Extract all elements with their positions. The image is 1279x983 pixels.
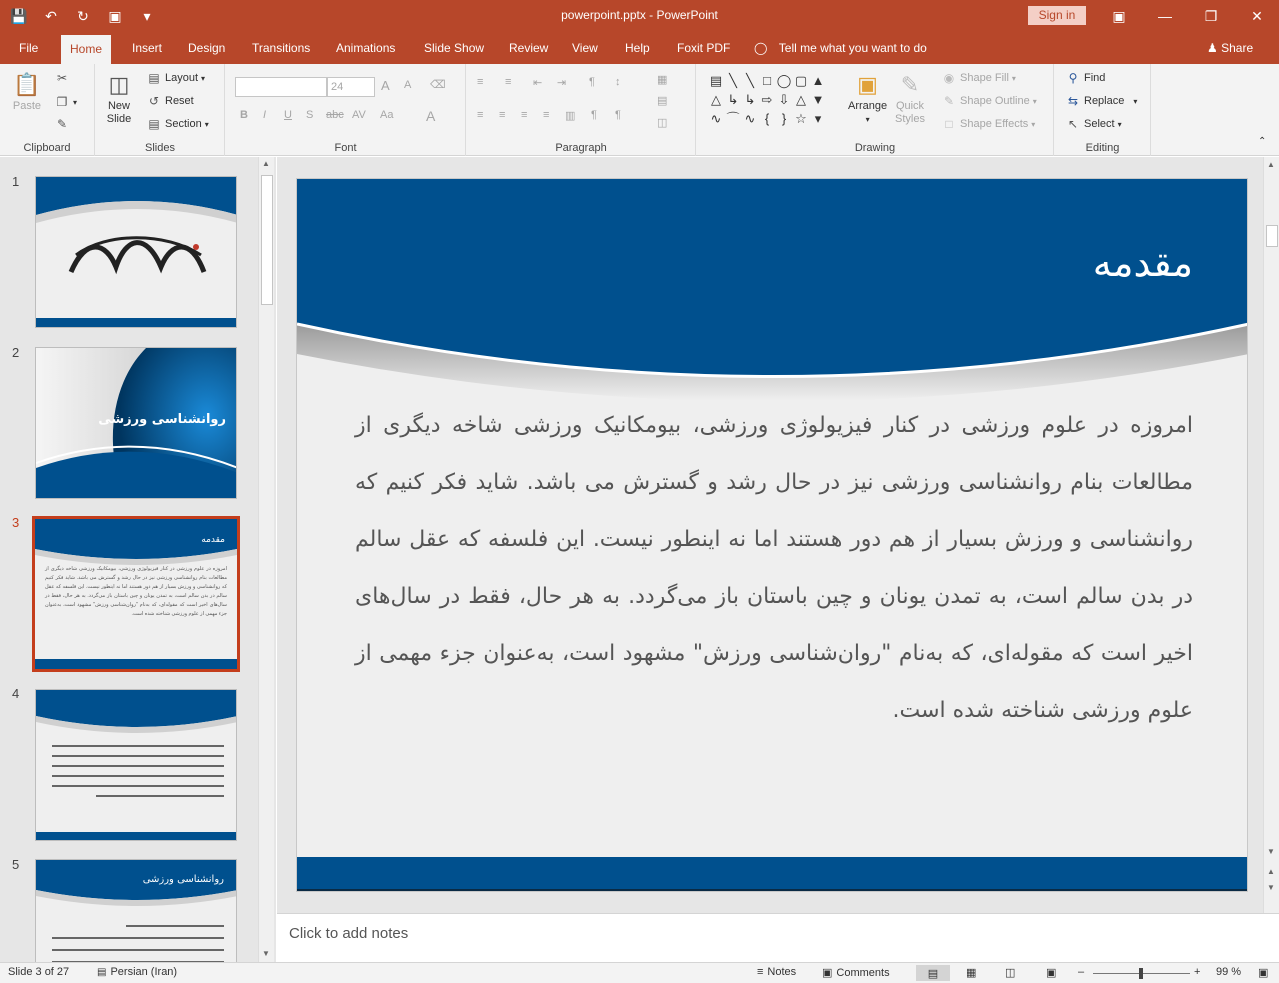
ribbon-display-options-icon[interactable]: ▣ [1112,8,1126,24]
drawing-group: Drawing [697,64,1054,156]
slide-number: 2 [12,345,20,360]
cut-button[interactable] [54,70,70,86]
line-shape-icon[interactable]: ╲ [729,73,737,88]
font-size-combo[interactable]: 24 [327,77,375,97]
font-color-button[interactable]: A [426,108,436,124]
tab-help[interactable]: Help [625,41,650,55]
brace-shape-icon[interactable]: { [764,111,770,126]
increase-indent-icon[interactable]: ⇥ [557,77,567,89]
character-spacing-icon[interactable]: AV [352,109,366,121]
zoom-out-button[interactable] [1078,966,1084,978]
shape-outline-button[interactable]: ✎ Shape Outline ▾ [941,93,1037,109]
thumbnails-scrollbar[interactable] [258,157,274,962]
shapes-gallery[interactable] [708,72,828,134]
italic-button[interactable]: I [263,109,267,121]
normal-view-button[interactable] [916,965,950,981]
slide-thumbnail-1[interactable] [35,176,237,328]
quick-styles-icon: ✎ [900,72,920,97]
triangle-shape-icon[interactable]: △ [711,92,721,107]
thumbnail-body: امروزه در علوم ورزشی در کنار فیزیولوژی ورزشی، بیومکانیک ورزشی شاخه دیگری از مطالعات بنام روانشناسی ورزشی نیز در حال رشد و گسترش می باشد. شاید فکر کنیم که روانشناسی و ورزش بسیار از هم دور هستند اما نه اینطور نیست. این فلسفه که عقل سالم در بدن سالم است، به تمدن یونان و چین باستان باز می‌گردد. به هر حال، فقط در سال‌های اخیر است که مقوله‌ای، که به‌نام "روان‌شناسی ورزش" مشهود است، به‌عنوان جزء مهمی از علوم ورزشی شناخته شده است. [45,566,227,617]
replace-icon: ⇆ [1067,94,1079,108]
connector-shape-icon[interactable]: ↳ [744,92,756,107]
bullets-icon[interactable]: ≡ [477,76,484,88]
pen-icon: ✎ [943,94,955,108]
gallery-down-icon[interactable]: ▼ [811,92,825,107]
tab-view[interactable]: View [572,41,598,55]
scrollbar-thumb[interactable] [261,175,273,305]
section-button[interactable]: ▤ Section ▾ [146,116,209,132]
scrollbar-thumb[interactable] [1266,225,1278,247]
line-spacing-icon[interactable]: ↕ [615,76,621,88]
slide-sorter-icon: ▦ [966,967,977,979]
right-arrow-shape-icon[interactable]: ⇨ [761,92,773,107]
copy-button[interactable] [54,94,77,110]
arrange-main-button[interactable]: ▣ Arrange ▾ [848,72,888,124]
justify-icon[interactable]: ≡ [543,109,550,121]
freeform-shape-icon[interactable]: △ [796,92,806,107]
slide-thumbnail-4[interactable] [35,689,237,841]
thumbnail-title: مقدمه [201,535,225,545]
zoom-in-button[interactable] [1194,966,1200,978]
notes-placeholder[interactable]: Click to add notes [289,925,409,942]
scroll-up-icon[interactable]: ▲ [1267,160,1275,169]
scroll-down-icon[interactable]: ▼ [262,949,270,958]
slides-group: ◫ New Slide ▤ Layout ▾ ↺ Reset ▤ Section ▾ Slides [96,64,225,156]
previous-slide-icon[interactable]: ▲ [1267,867,1275,876]
zoom-level[interactable]: 99 % [1216,966,1242,978]
save-icon[interactable]: 💾 [10,7,28,24]
slide-thumbnail-3[interactable] [32,516,240,672]
tab-file[interactable]: File [19,41,39,55]
editor-scrollbar[interactable] [1263,157,1279,913]
rectangle-shape-icon[interactable]: □ [763,73,771,88]
minimize-icon[interactable]: — [1158,8,1172,24]
tab-review[interactable]: Review [509,41,549,55]
decrease-font-button[interactable]: A [404,79,412,91]
shape-fill-button[interactable]: ◉ Shape Fill ▾ [941,70,1016,86]
copy-dropdown-icon: ▾ [73,97,78,107]
down-arrow-shape-icon[interactable]: ⇩ [778,92,790,107]
thumbnail-title: روانشناسی ورزشی [142,874,224,885]
tab-insert[interactable]: Insert [132,41,163,55]
gallery-more-icon[interactable]: ▾ [814,111,822,126]
slide-thumbnail-5[interactable] [35,859,237,962]
align-right-icon[interactable]: ≡ [521,109,528,121]
numbering-icon[interactable]: ≡ [505,76,512,88]
slide-thumbnail-2[interactable] [35,347,237,499]
font-name-combo[interactable] [235,77,327,97]
normal-view-icon: ▤ [927,967,939,980]
close-icon[interactable]: ✕ [1251,8,1263,24]
slide-show-icon: ▣ [1046,967,1057,979]
slide-counter: Slide 3 of 27 [8,966,70,978]
format-painter-button[interactable] [54,116,70,132]
start-from-beginning-icon[interactable]: ▣ [108,7,122,24]
scroll-down-icon[interactable]: ▼ [1267,847,1275,856]
increase-font-button[interactable]: A [381,78,390,93]
slide-footer-band [297,857,1247,891]
slide-sorter-button[interactable] [966,966,976,979]
current-slide[interactable] [296,178,1248,892]
slide-number: 4 [12,686,20,701]
slide-editor [277,157,1263,913]
tab-design[interactable]: Design [188,41,226,55]
paste-icon: 📋 [13,72,41,97]
textbox-shape-icon[interactable]: ▤ [709,73,723,88]
new-slide-icon: ◫ [108,72,130,97]
slide-show-button[interactable] [1046,966,1056,979]
reset-icon: ↺ [148,94,160,108]
section-icon: ▤ [148,117,160,131]
align-text-icon[interactable]: ▤ [657,95,668,107]
redo-icon[interactable]: ↻ [77,7,89,24]
quick-styles-button[interactable]: ✎ Quick Styles [895,72,925,125]
brush-icon: ✎ [56,117,68,131]
paragraph-group: ≡ ≡ ⇤ ⇥ ¶ ↕ ▦ ▤ ◫ ≡ ≡ ≡ ≡ ▥ ¶ ¶ Paragraph [467,64,696,156]
slide-title[interactable]: مقدمه [1092,241,1193,285]
restore-icon[interactable]: ❐ [1204,8,1218,24]
gallery-up-icon[interactable]: ▲ [811,73,825,88]
decrease-indent-icon[interactable]: ⇤ [533,77,543,89]
notes-toggle[interactable]: ≡ Notes [757,966,797,978]
chevron-down-icon: ▾ [865,115,870,124]
columns-icon[interactable]: ▥ [565,110,576,122]
underline-button[interactable]: U [284,109,292,121]
title-bar [0,0,1279,32]
editing-group: ⚲ Find ⇆ Replace ▾ ↖ Select ▾ Editing [1055,64,1151,156]
slide-4-background [36,690,237,841]
align-center-icon[interactable]: ≡ [499,109,506,121]
slide-body-text[interactable]: امروزه در علوم ورزشی در کنار فیزیولوژی ورزشی، بیومکانیک ورزشی شاخه دیگری از مطالعات بنام روانشناسی ورزشی نیز در حال رشد و گسترش می باشد. شاید فکر کنیم که روانشناسی و ورزش بسیار از هم دور هستند اما نه اینطور نیست. این فلسفه که عقل سالم در بدن سالم است، به تمدن یونان و چین باستان باز می‌گردد. به هر حال، فقط در سال‌های اخیر است که مقوله‌ای، که به‌نام "روان‌شناسی ورزش" مشهود است، به‌عنوان جزء مهمی از علوم ورزشی شناخته شده است. [355,413,1193,723]
connector-shape-icon[interactable]: ↳ [727,92,739,107]
minus-icon: – [1078,966,1085,978]
tab-home[interactable]: Home [61,35,111,64]
tab-animations[interactable]: Animations [336,41,396,55]
arc-shape-icon[interactable]: ⌒ [726,111,740,126]
tab-foxit-pdf[interactable]: Foxit PDF [677,41,731,55]
person-icon: ♟ [1207,41,1218,55]
slide-1-background [36,177,237,328]
chevron-down-icon: ▾ [204,119,209,129]
text-direction-rtl-icon[interactable]: ¶ [589,76,595,88]
rounded-rectangle-shape-icon[interactable]: ▢ [794,73,808,88]
effects-icon: □ [945,117,953,131]
clear-formatting-icon[interactable]: ⌫ [430,79,446,91]
lightbulb-icon: ◯ [754,41,768,55]
ltr-icon[interactable]: ¶ [615,109,621,121]
reading-view-button[interactable] [1005,966,1015,979]
slide-number: 3 [12,515,20,530]
sign-in-button[interactable]: Sign in [1028,6,1086,25]
ribbon-tabs [0,32,1279,64]
select-button[interactable]: ↖ Select ▾ [1065,116,1122,132]
slide-number: 5 [12,857,20,872]
chevron-down-icon: ▾ [201,73,206,83]
text-direction-icon[interactable]: ▦ [657,74,668,86]
notes-pane[interactable] [277,913,1279,962]
clipboard-group: 📋 Paste ✂ ❐ ▾ ✎ Clipboard [0,64,95,156]
find-button[interactable]: ⚲ Find [1065,70,1105,86]
slide-number: 1 [12,174,20,189]
language-indicator[interactable]: ▤ Persian (Iran) [97,966,178,978]
paint-bucket-icon: ◉ [943,71,955,85]
shadow-button[interactable]: S [306,109,314,121]
replace-button[interactable]: ⇆ Replace ▾ [1065,93,1137,109]
fit-to-window-icon: ▣ [1258,967,1269,979]
status-bar [0,962,1279,983]
align-left-icon[interactable]: ≡ [477,109,484,121]
window-title: powerpoint.pptx - PowerPoint [561,8,718,22]
tab-slide-show[interactable]: Slide Show [424,41,485,55]
notes-icon: ≡ [757,966,764,978]
brace-shape-icon[interactable]: } [781,111,787,126]
plus-icon: + [1194,966,1201,978]
layout-button[interactable]: ▤ Layout ▾ [146,70,205,86]
comment-icon: ▣ [822,967,833,979]
scroll-up-icon[interactable]: ▲ [262,159,270,168]
share-button[interactable]: ♟ Share [1207,41,1254,55]
bold-button[interactable]: B [240,109,248,121]
line-shape-icon[interactable]: ╲ [746,73,754,88]
paste-button[interactable]: 📋 Paste [12,72,42,112]
curve-shape-icon[interactable]: ∿ [710,111,722,126]
tab-transitions[interactable]: Transitions [252,41,311,55]
comments-toggle[interactable]: ▣ Comments [822,966,890,979]
customize-qat-icon[interactable]: ▾ [143,7,151,24]
slide-thumbnails-pane [0,157,276,962]
arrange-icon: ▣ [857,72,878,97]
shape-effects-button[interactable]: □ Shape Effects ▾ [941,116,1035,132]
reading-view-icon: ◫ [1005,967,1016,979]
layout-icon: ▤ [148,71,160,85]
strikethrough-button[interactable]: abc [326,109,344,121]
scribble-shape-icon[interactable]: ∿ [744,111,756,126]
thumbnail-title: روانشناسی ورزشی [98,412,226,427]
fit-slide-button[interactable] [1258,966,1268,979]
collapse-ribbon-icon[interactable]: ⌃ [1258,136,1267,147]
next-slide-icon[interactable]: ▼ [1267,883,1275,892]
tell-me-box[interactable]: ◯ Tell me what you want to do [754,41,927,55]
reset-button[interactable]: ↺ Reset [146,93,194,109]
ribbon-home [0,64,1279,156]
font-group: 24 A A ⌫ B I U S abc AV Aa A Font [226,64,466,156]
change-case-icon[interactable]: Aa [380,109,394,121]
search-icon: ⚲ [1068,71,1078,85]
proofing-icon: ▤ [97,966,107,978]
zoom-slider-thumb[interactable] [1139,968,1143,979]
copy-icon: ❐ [56,95,68,109]
star-shape-icon[interactable]: ☆ [795,111,807,126]
undo-icon[interactable]: ↶ [45,7,57,24]
cursor-icon: ↖ [1067,117,1079,131]
smartart-icon[interactable]: ◫ [657,117,668,129]
oval-shape-icon[interactable]: ◯ [776,73,792,88]
scissors-icon: ✂ [56,71,68,85]
rtl-icon[interactable]: ¶ [591,109,597,121]
new-slide-button[interactable]: ◫ New Slide [104,70,134,126]
